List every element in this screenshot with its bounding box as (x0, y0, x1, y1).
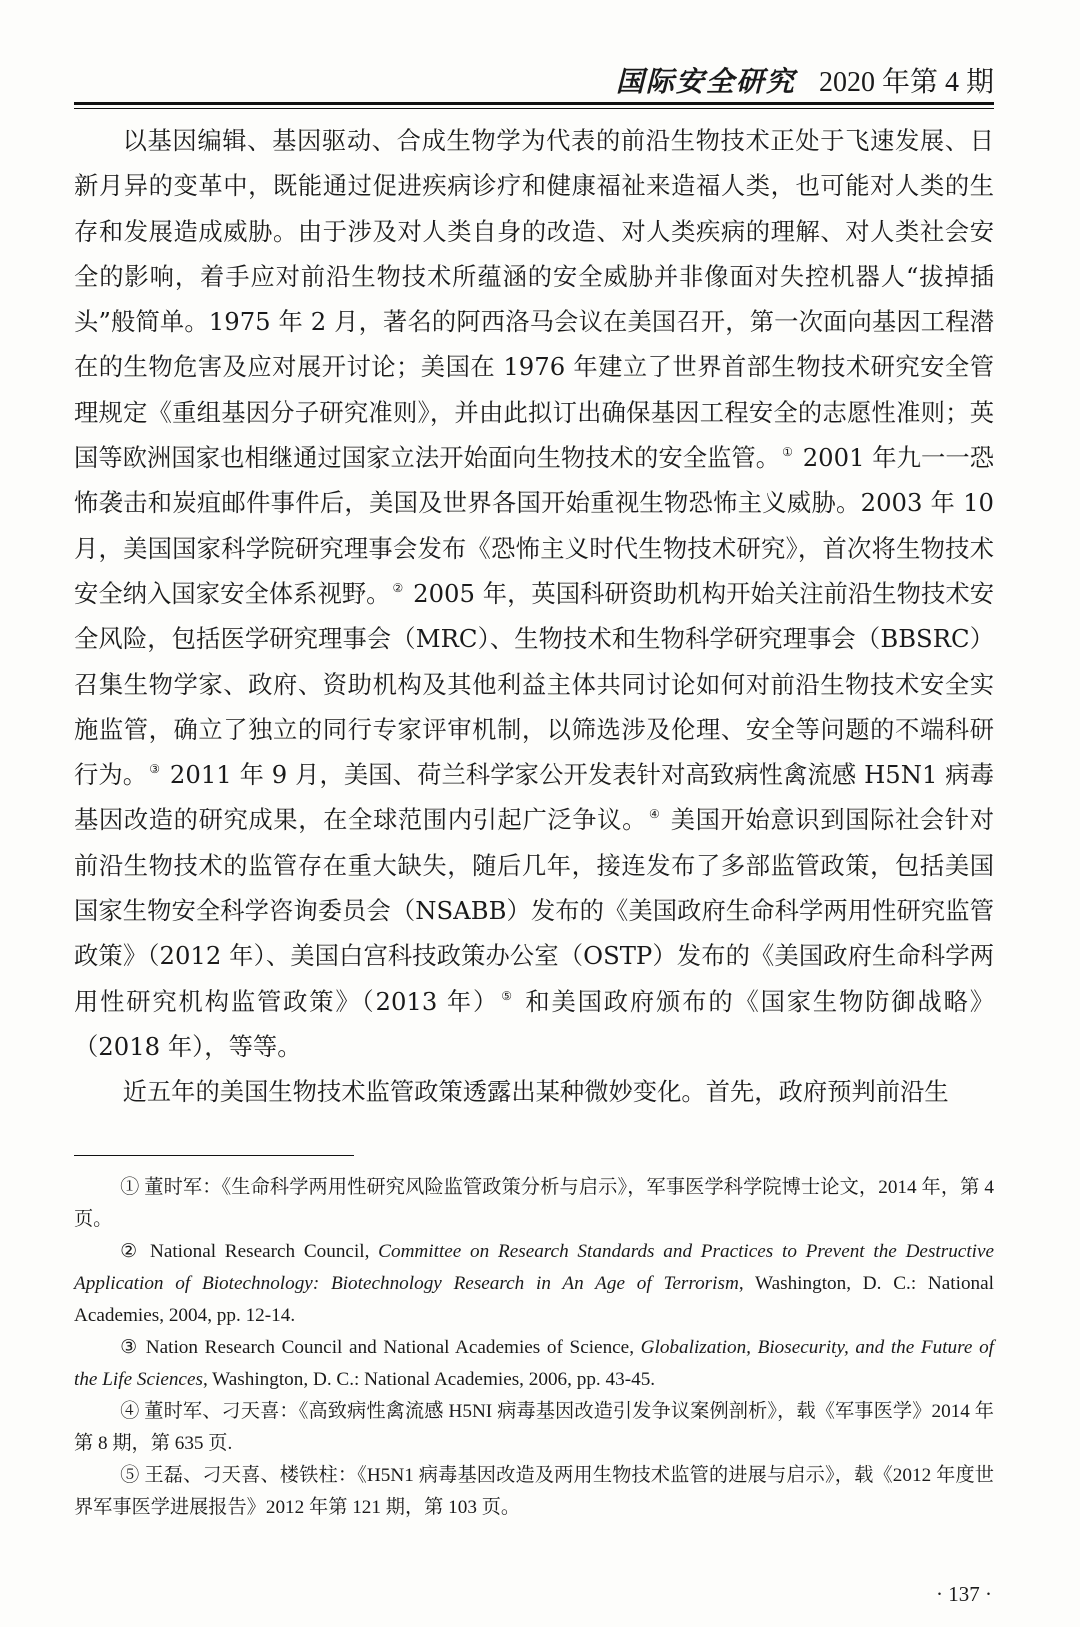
footnote-mark-3[interactable]: ③ (149, 762, 161, 777)
footnote-4: ④ 董时军、刁天喜：《高致病性禽流感 H5NI 病毒基因改造引发争议案例剖析》，载《军事医学》2014 年第 8 期，第 635 页. (74, 1401, 994, 1454)
footnote-2-title: Committee on Research Standards and Practices to Prevent the Destructive Application of Biotechnology: Biotechnology Research in An Age of Terrorism (74, 1241, 995, 1294)
journal-name: 国际安全研究 (615, 65, 796, 98)
running-header (74, 60, 994, 98)
paragraph-2: 近五年的美国生物技术监管政策透露出某种微妙变化。首先，政府预判前沿生 (122, 1077, 949, 1107)
footnote-mark-4[interactable]: ④ (649, 807, 661, 822)
footnotes (74, 1172, 994, 1524)
paragraph-1: 以基因编辑、基因驱动、合成生物学为代表的前沿生物技术正处于飞速发展、日新月异的变革中，既能通过促进疾病诊疗和健康福祉来造福人类，也可能对人类的生存和发展造成威胁。由于涉及对人类自身的改造、对人类疾病的理解、对人类社会安全的影响，着手应对前沿生物技术所蕴涵的安全威胁并非像面对失控机器人“拔掉插头”般简单。1975 年 2 月，著名的阿西洛马会议在美国召开，第一次面向基因工程潜在的生物危害及应对展开讨论；美国在 1976 年建立了世界首部生物技术研究安全管理规定《重组基因分子研究准则》，并由此拟订出确保基因工程安全的志愿性准则；英国等欧洲国家也相继通过国家立法开始面向生物技术的安全监管。 ① 2001 年九一一恐怖袭击和炭疽邮件事件后，美国及世界各国开始重视生物恐怖主义威胁。2003 年 10 月，美国国家科学院研究理事会发布《恐怖主义时代生物技术研究》，首次将生物技术安全纳入国家安全体系视野。 ② 2005 年，英国科研资助机构开始关注前沿生物技术安全风险，包括医学研究理事会（MRC）、生物技术和生物科学研究理事会（BBSRC）召集生物学家、政府、资助机构及其他利益主体共同讨论如何对前沿生物技术安全实施监管，确立了独立的同行专家评审机制，以筛选涉及伦理、安全等问题的不端科研行为。 ③ 2011 年 9 月，美国、荷兰科学家公开发表针对高致病性禽流感 H5N1 病毒基因改造的研究成果，在全球范围内引起广泛争议。 ④ 美国开始意识到国际社会针对前沿生物技术的监管存在重大缺失，随后几年，接连发布了多部监管政策，包括美国国家生物安全科学咨询委员会（NSABB）发布的《美国政府生命科学两用性研究监管政策》（2012 年）、美国白宫科技政策办公室（OSTP）发布的《美国政府生命科学两用性研究机构监管政策》（2013 年） ⑤ 和美国政府颁布的《国家生物防御战略》（2018 年），等等。 (74, 126, 995, 1061)
page-number: · 137 · (936, 1582, 992, 1606)
footnote-1: ① 董时军：《生命科学两用性研究风险监管政策分析与启示》，军事医学科学院博士论文，2014 年，第 4 页。 (74, 1177, 994, 1230)
footnote-5: ⑤ 王磊、刁天喜、楼铁柱：《H5N1 病毒基因改造及两用生物技术监管的进展与启示》，载《2012 年度世界军事医学进展报告》2012 年第 121 期，第 103 页。 (74, 1465, 994, 1518)
footnote-rule (74, 1155, 354, 1156)
footnote-mark-5[interactable]: ⑤ (501, 988, 514, 1003)
footnote-2: ② National Research Council, Committee on Research Standards and Practices to Prevent the Destructive Application of Biotechnology: Biotechnology Research in An Age of Terrorism, Washington, D. C.: National Academies, 2004, pp. 12-14. (74, 1241, 995, 1326)
header-rule (74, 102, 994, 109)
main-text (74, 118, 994, 1115)
footnote-mark-1[interactable]: ① (782, 445, 793, 460)
journal-issue: 2020 年第 4 期 (818, 67, 994, 98)
footnote-3: ③ Nation Research Council and National Academies of Science, Globalization, Biosecurity, and the Future of the Life Sciences, Washington, D. C.: National Academies, 2006, pp. 43-45. (74, 1337, 994, 1390)
footnote-3-title: Globalization, Biosecurity, and the Future of the Life Sciences (74, 1337, 994, 1390)
footnote-mark-2[interactable]: ② (392, 580, 404, 595)
